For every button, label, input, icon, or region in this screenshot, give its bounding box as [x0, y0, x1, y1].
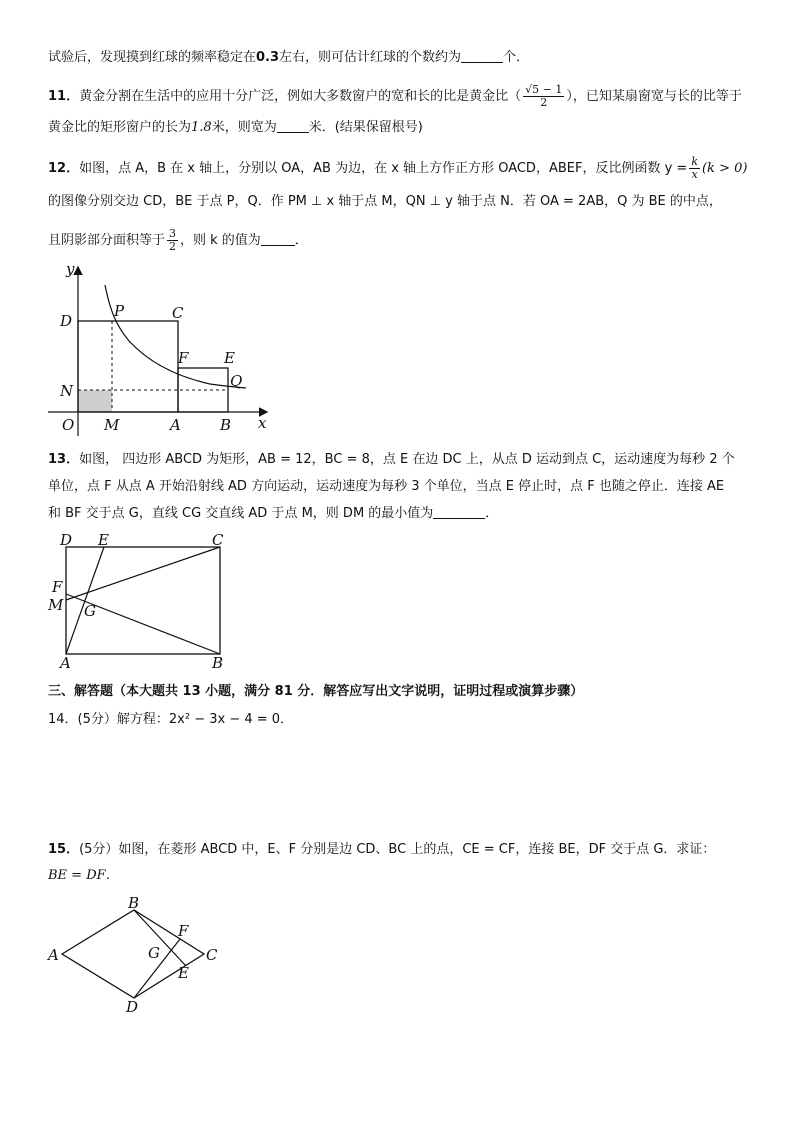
q13-line3: 和 BF 交于点 G，直线 CG 交直线 AD 于点 M，则 DM 的最小值为 ． [48, 506, 499, 521]
label-o: O [62, 416, 75, 434]
label-a: A [170, 416, 181, 434]
label-b: B [220, 416, 232, 434]
label-a: A [48, 946, 59, 964]
label-d: D [126, 998, 139, 1016]
label-p: P [114, 302, 125, 320]
q11-line2: 黄金比的矩形窗户的长为1.8米，则宽为 米．(结果保留根号) [48, 120, 423, 135]
label-m: M [48, 596, 64, 614]
label-f: F [178, 922, 189, 940]
label-f: F [52, 578, 63, 596]
q13-figure [46, 530, 236, 672]
function-fraction: $\frac{k}{x}$ [691, 155, 698, 181]
golden-ratio-fraction: $\frac{√5 - 1}{2}$ [525, 83, 563, 109]
label-x: x [258, 414, 267, 432]
q13-line1: 13．如图， 四边形 ABCD 为矩形，AB = 12，BC = 8，点 E 在边 DC 上，从点 D 运动到点 C，运动速度为每秒 2 个 [48, 452, 735, 467]
answer-blank[interactable] [433, 504, 485, 519]
answer-blank[interactable] [461, 48, 503, 63]
q10-text: 试验后，发现摸到红球的频率稳定在0.3左右，则可估计红球的个数约为 个． [48, 50, 530, 65]
label-g: G [148, 944, 160, 962]
q12-line2: 的图像分别交边 CD，BE 于点 P，Q．作 PM ⊥ x 轴于点 M，QN ⊥ y 轴于点 N．若 OA = 2AB，Q 为 BE 的中点， [48, 194, 722, 209]
label-q: Q [230, 372, 243, 390]
rectangle-abcd [66, 547, 220, 654]
q14-text: 14．(5分）解方程：2x² − 3x − 4 = 0． [48, 712, 294, 727]
label-d: D [60, 531, 73, 549]
label-b: B [128, 894, 140, 912]
label-c: C [206, 946, 218, 964]
label-a: A [60, 654, 71, 672]
answer-blank[interactable] [277, 118, 309, 133]
section3-heading: 三、解答题（本大题共 13 小题，满分 81 分．解答应写出文字说明，证明过程或演算步骤） [48, 684, 584, 699]
q12-line1: 12．如图，点 A，B 在 x 轴上，分别以 OA，AB 为边，在 x 轴上方作正方形 OACD，ABEF，反比例函数 y = $\frac{k}{x}$ (k > 0) [48, 155, 748, 181]
label-f: F [178, 349, 189, 367]
label-b: B [212, 654, 224, 672]
label-c: C [172, 304, 184, 322]
label-c: C [212, 531, 224, 549]
area-fraction: $\frac{3}{2}$ [169, 227, 177, 253]
segment-ae [66, 547, 104, 654]
q13-line2: 单位，点 F 从点 A 开始沿射线 AD 方向运动，运动速度为每秒 3 个单位，当点 E 停止时，点 F 也随之停止．连接 AE [48, 479, 725, 494]
label-n: N [60, 382, 74, 400]
q15-figure [44, 894, 234, 1018]
label-e: E [178, 964, 189, 982]
label-e: E [224, 349, 235, 367]
q15-line2: BE = DF． [48, 868, 119, 883]
answer-blank[interactable] [261, 231, 295, 246]
label-m: M [104, 416, 120, 434]
hyperbola-curve [105, 285, 246, 388]
segment-cm [66, 547, 220, 600]
label-g: G [84, 602, 96, 620]
shaded-rectangle [78, 390, 112, 412]
q12-line3: 且阴影部分面积等于 $\frac{3}{2}$ ，则 k 的值为 ． [48, 227, 308, 253]
label-y: y [66, 260, 75, 278]
label-d: D [60, 312, 73, 330]
label-e: E [98, 531, 109, 549]
q12-figure [44, 258, 284, 440]
square-abef [178, 368, 228, 412]
q15-line1: 15．(5分）如图，在菱形 ABCD 中，E、F 分别是边 CD、BC 上的点，CE = CF，连接 BE，DF 交于点 G．求证： [48, 842, 716, 857]
q11-line1: 11．黄金分割在生活中的应用十分广泛，例如大多数窗户的宽和长的比是黄金比（ $\frac{√5 - 1}{2}$ ），已知某扇窗宽与长的比等于 [48, 83, 742, 109]
